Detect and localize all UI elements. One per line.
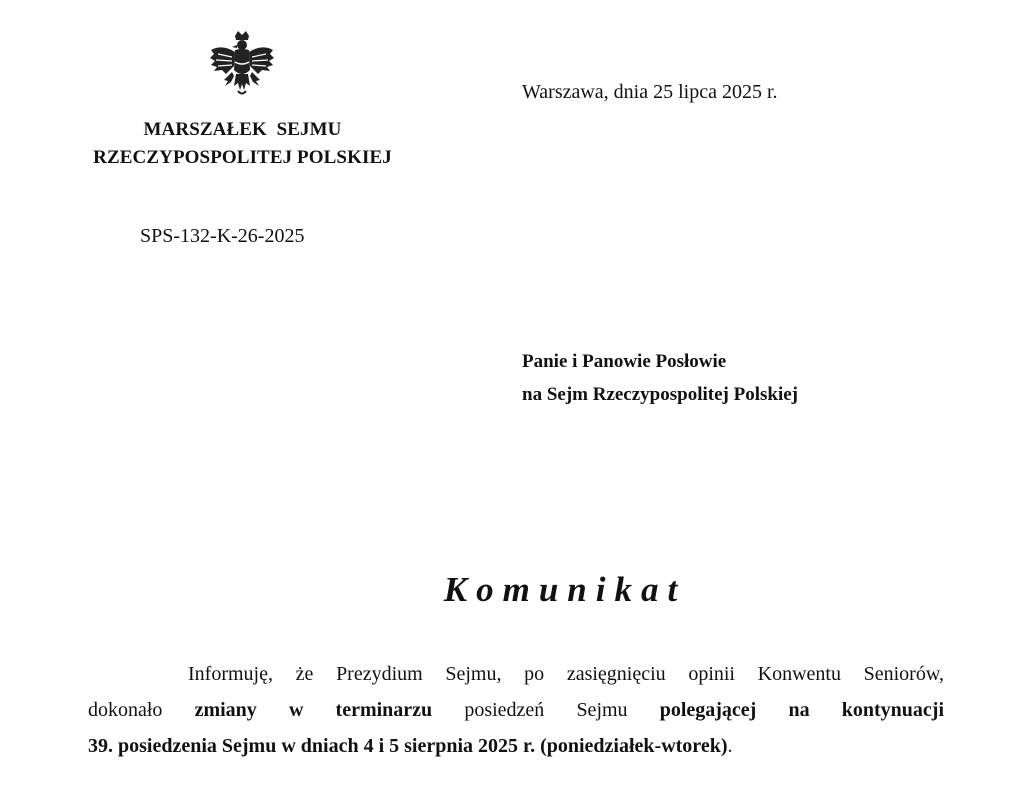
body-word: Konwentu (757, 663, 841, 685)
body-word: posiedzeń (464, 699, 545, 721)
sender-title-line2: RZECZYPOSPOLITEJ POLSKIEJ (93, 147, 392, 168)
sender-title-line1: MARSZAŁEK SEJMU (143, 119, 342, 140)
body-word-bold: zmiany (194, 699, 257, 721)
body-word: po (524, 663, 545, 685)
body-line-1 (88, 656, 944, 692)
body-word-bold: w (288, 699, 304, 721)
body-word: opinii (688, 663, 735, 685)
body-word: Prezydium (336, 663, 423, 685)
sentence-end: . (727, 735, 733, 757)
document-title: Komunikat (443, 570, 687, 609)
addressee-block (522, 345, 798, 411)
body-word: dokonało (88, 699, 163, 721)
body-word: że (295, 663, 314, 685)
body-word-bold: kontynuacji (841, 699, 944, 721)
reference-number: SPS-132-K-26-2025 (140, 225, 305, 247)
body-word-bold: na (788, 699, 810, 721)
body-word: Seniorów, (863, 663, 944, 685)
body-word: Sejmu (576, 699, 628, 721)
document-date: Warszawa, dnia 25 lipca 2025 r. (522, 81, 778, 103)
body-word: Sejmu, (445, 663, 502, 685)
body-word: zasięgnięciu (566, 663, 666, 685)
body-line-3 (88, 728, 944, 764)
announcement-body (88, 656, 944, 764)
polish-eagle-emblem (208, 30, 276, 100)
session-dates-text: 39. posiedzenia Sejmu w dniach 4 i 5 sierpnia 2025 r. (poniedziałek-wtorek) (88, 735, 728, 757)
eagle-icon (208, 30, 276, 100)
addressee-line2: na Sejm Rzeczypospolitej Polskiej (522, 384, 798, 405)
addressee-line1: Panie i Panowie Posłowie (522, 351, 727, 372)
body-word: Informuję, (188, 663, 273, 685)
body-word-bold: terminarzu (335, 699, 433, 721)
sender-block (60, 116, 425, 172)
body-word-bold: polegającej (659, 699, 757, 721)
body-line-2 (88, 692, 944, 728)
